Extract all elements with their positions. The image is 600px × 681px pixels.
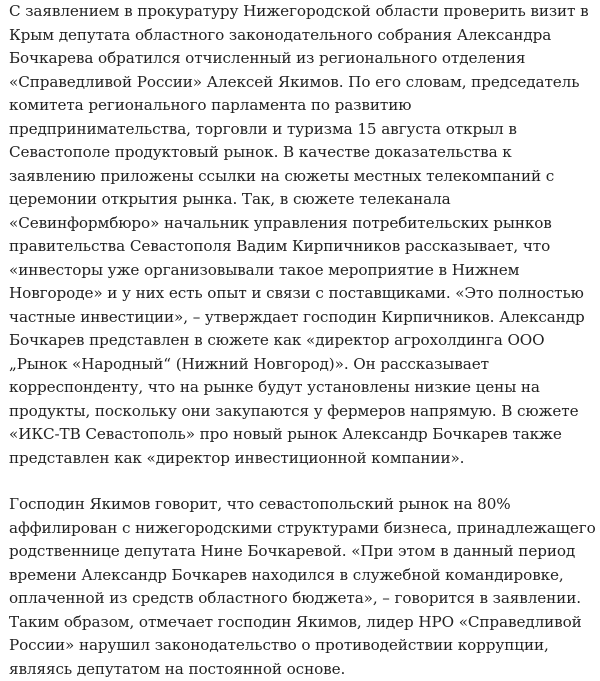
article-paragraph-1: С заявлением в прокуратуру Нижегородской области проверить визит в Крым депутата областного законодательного собрания Александра Бочкарева обратился отчисленный из регионального отделения «Справедливой России» Алексей Якимов. По его словам, председатель комитета регионального парламента по развитию предпринимательства, торговли и туризма 15 августа открыл в Севастополе продуктовый рынок. В качестве доказательства к заявлению приложены ссылки на сюжеты местных телекомпаний с церемонии открытия рынка. Так, в сюжете телеканала «Севинформбюро» начальник управления потребительских рынков правительства Севастополя Вадим Кирпичников рассказывает, что «инвесторы уже организовывали такое мероприятие в Нижнем Новгороде» и у них есть опыт и связи с поставщиками. «Это полностью частные инвестиции», – утверждает господин Кирпичников. Александр Бочкарев представлен в сюжете как «директор агрохолдинга ООО „Рынок «Народный“ (Нижний Новгород)». Он рассказывает корреспонденту, что на рынке будут установлены низкие цены на продукты, поскольку они закупаются у фермеров напрямую. В сюжете «ИКС-ТВ Севастополь» про новый рынок Александр Бочкарев также представлен как «директор инвестиционной компании». [9, 2, 589, 467]
article-paragraph-2: Господин Якимов говорит, что севастопольский рынок на 80% аффилирован с нижегородскими структурами бизнеса, принадлежащего родственнице депутата Нине Бочкаревой. «При этом в данный период времени Александр Бочкарев находился в служебной командировке, оплаченной из средств областного бюджета», – говорится в заявлении. Таким образом, отмечает господин Якимов, лидер НРО «Справедливой России» нарушил законодательство о противодействии коррупции, являясь депутатом на постоянной основе. [9, 495, 596, 678]
